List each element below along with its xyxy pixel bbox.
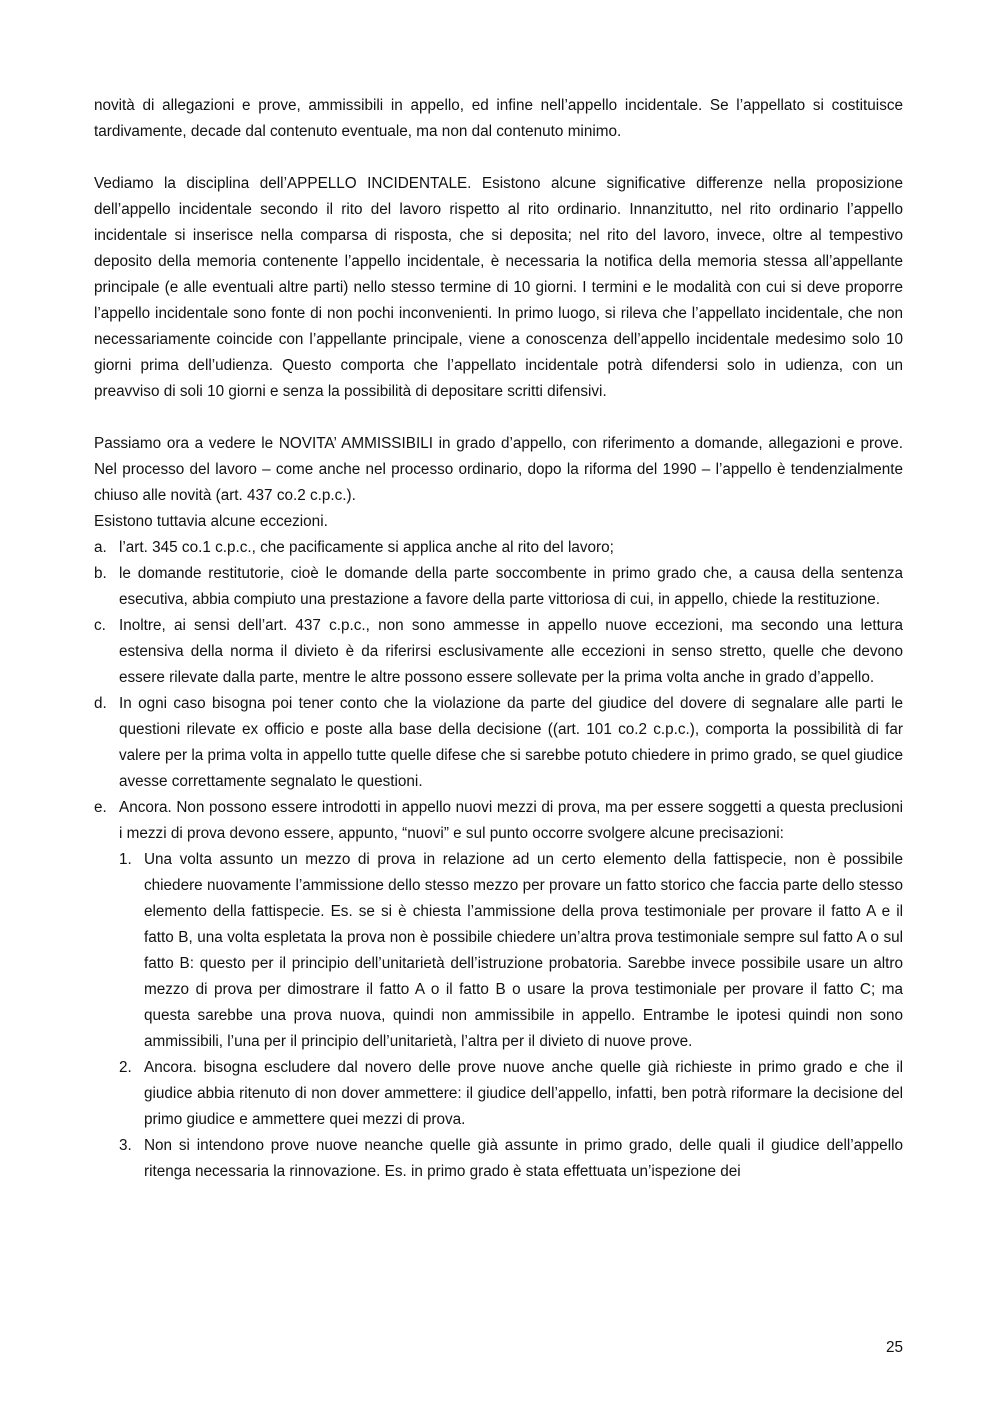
list-item [94,613,903,691]
paragraph-gap [94,145,903,171]
page-body [94,93,903,1185]
list-marker: e. [94,799,107,816]
list-item [94,691,903,795]
sublist-item-text: Ancora. bisogna escludere dal novero delle prove nuove anche quelle già richieste in primo grado e che il giudice abbia ritenuto di non dover ammettere: il giudice dell’appello, infatti, ben potrà riformare la decisione del primo giudice e ammettere quei mezzi di prova. [144,1059,903,1128]
list-item [94,535,903,561]
list-item-text: Inoltre, ai sensi dell’art. 437 c.p.c., non sono ammesse in appello nuove eccezioni, ma secondo una lettura estensiva della norma il divieto è da riferirsi esclusivamente alle eccezioni in senso stretto, quelle che devono essere rilevate dalla parte, mentre le altre possono essere sollevate per la prima volta anche in grado d’appello. [119,617,903,686]
list-item-text: In ogni caso bisogna poi tener conto che la violazione da parte del giudice del dovere di segnalare alle parti le questioni rilevate ex officio e poste alla base della decisione ((art. 101 co.2 c.p.c.), comporta la possibilità di far valere per la prima volta in appello tutte quelle difese che si sarebbe potuto chiedere in primo grado, se quel giudice avesse correttamente segnalato le questioni. [119,695,903,790]
list-item [94,795,903,847]
list-item-text: l’art. 345 co.1 c.p.c., che pacificamente si applica anche al rito del lavoro; [119,539,614,556]
list-item-text: Ancora. Non possono essere introdotti in appello nuovi mezzi di prova, ma per essere soggetti a questa preclusioni i mezzi di prova devono essere, appunto, “nuovi” e sul punto occorre svolgere alcune precisazioni: [119,799,903,842]
paragraph-novita-ammissibili: Passiamo ora a vedere le NOVITA’ AMMISSIBILI in grado d’appello, con riferimento a domande, allegazioni e prove. Nel processo del lavoro – come anche nel processo ordinario, dopo la riforma del 1990 – l’appello è tendenzialmente chiuso alle novità (art. 437 co.2 c.p.c.). [94,435,903,504]
sublist-item-text: Una volta assunto un mezzo di prova in relazione ad un certo elemento della fattispecie, non è possibile chiedere nuovamente l’ammissione dello stesso mezzo per provare un fatto storico che faccia parte dello stesso elemento della fattispecie. Es. se si è chiesta l’ammissione della prova testimoniale per provare il fatto A e il fatto B, una volta espletata la prova non è possibile chiedere un’altra prova testimoniale sempre sul fatto A o sul fatto B: questo per il principio dell’unitarietà dell’istruzione probatoria. Sarebbe invece possibile usare un altro mezzo di prova per dimostrare il fatto A o il fatto B o usare la prova testimoniale per provare il fatto C; ma questa sarebbe una prova nuova, quindi non ammissibile in appello. Entrambe le ipotesi quindi non sono ammissibili, l’una per il principio dell’unitarietà, l’altra per il divieto di nuove prove. [144,851,903,1050]
list-item-text: le domande restitutorie, cioè le domande della parte soccombente in primo grado che, a causa della sentenza esecutiva, abbia compiuto una prestazione a favore della parte vittoriosa di cui, in appello, chiede la restituzione. [119,565,903,608]
sublist-marker: 1. [119,851,132,868]
list-marker: d. [94,695,107,712]
sublist-item-text: Non si intendono prove nuove neanche quelle già assunte in primo grado, delle quali il giudice dell’appello ritenga necessaria la rinnovazione. Es. in primo grado è stata effettuata un’ispezione dei [144,1137,903,1180]
paragraph-gap [94,405,903,431]
page-number: 25 [885,1339,903,1356]
list-marker: a. [94,539,107,556]
list-item [94,561,903,613]
paragraph-continuation: novità di allegazioni e prove, ammissibili in appello, ed infine nell’appello incidentale. Se l’appellato si costituisce tardivamente, decade dal contenuto eventuale, ma non dal contenuto minimo. [94,97,903,140]
sublist-item [94,1133,903,1185]
sublist-marker: 2. [119,1059,132,1076]
sublist-item [94,1055,903,1133]
sublist-marker: 3. [119,1137,132,1154]
paragraph-appello-incidentale: Vediamo la disciplina dell’APPELLO INCIDENTALE. Esistono alcune significative differenze nella proposizione dell’appello incidentale secondo il rito del lavoro rispetto al rito ordinario. Innanzitutto, nel rito ordinario l’appello incidentale si inserisce nella comparsa di risposta, che si deposita; nel rito del lavoro, invece, oltre al tempestivo deposito della memoria contenente l’appello incidentale, è necessaria la notifica della memoria stessa all’appellante principale (e alle eventuali altre parti) nello stesso termine di 10 giorni. I termini e le modalità con cui si deve proporre l’appello incidentale sono fonte di non pochi inconvenienti. In primo luogo, si rileva che l’appellato incidentale, che non necessariamente coincide con l’appellante principale, viene a conoscenza dell’appello incidentale medesimo solo 10 giorni prima dell’udienza. Questo comporta che l’appellato incidentale potrà difendersi solo in udienza, con un preavviso di soli 10 giorni e senza la possibilità di depositare scritti difensivi. [94,175,903,400]
list-marker: c. [94,617,106,634]
sublist-item [94,847,903,1055]
list-marker: b. [94,565,107,582]
paragraph-eccezioni-intro: Esistono tuttavia alcune eccezioni. [94,513,328,530]
